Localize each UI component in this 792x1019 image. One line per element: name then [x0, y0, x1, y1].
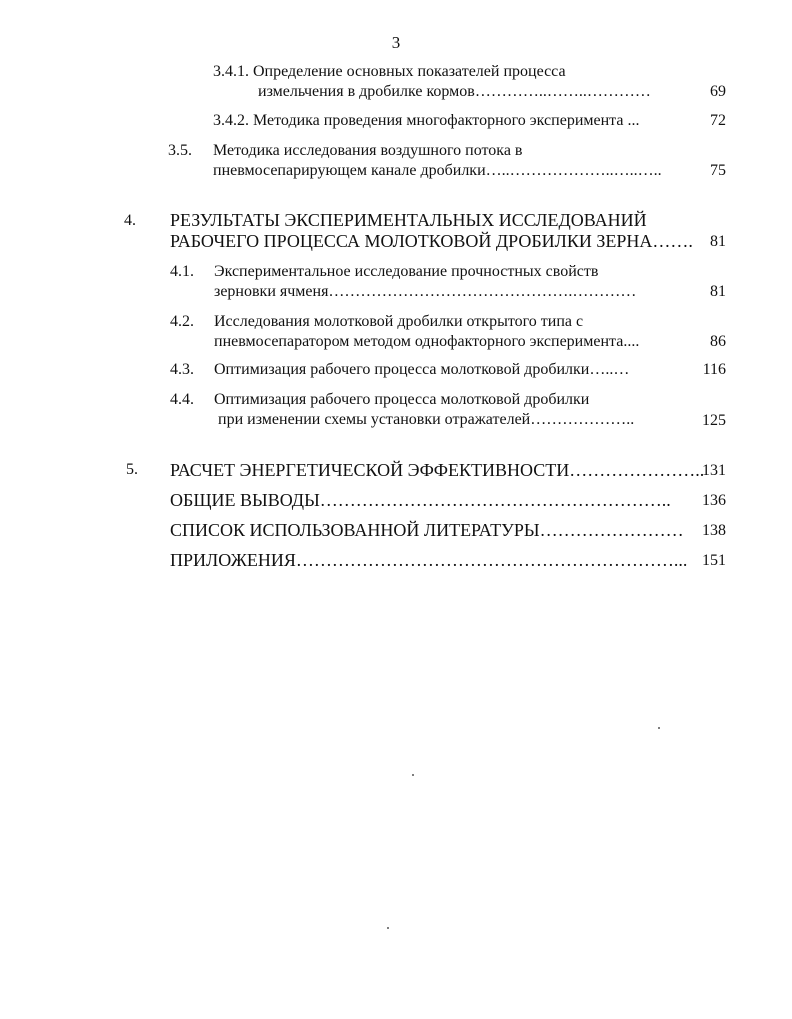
scan-speck: [658, 727, 660, 729]
toc-page-number: 75: [710, 162, 726, 179]
toc-entry-title: Исследования молотковой дробилки открытого типа с: [214, 313, 584, 330]
scan-speck: [412, 774, 414, 776]
toc-page-number: 86: [710, 333, 726, 350]
toc-page-number: 151: [702, 552, 726, 569]
toc-page-number: 69: [710, 83, 726, 100]
toc-page-number: 72: [710, 112, 726, 129]
toc-entry-number: 4.3.: [170, 361, 194, 378]
toc-entry-title: пневмосепарирующем канале дробилки…..………………..…..…..: [213, 162, 662, 179]
toc-entry-title: 3.4.1. Определение основных показателей процесса: [213, 63, 566, 80]
toc-chapter-title: РАСЧЕТ ЭНЕРГЕТИЧЕСКОЙ ЭФФЕКТИВНОСТИ…………………..: [170, 460, 705, 480]
toc-entry-title: Экспериментальное исследование прочностных свойств: [214, 263, 599, 280]
toc-page-number: 81: [710, 283, 726, 300]
scan-speck: [387, 927, 389, 929]
toc-entry-number: 4.4.: [170, 391, 194, 408]
toc-chapter-number: 5.: [126, 461, 138, 478]
toc-entry-title: измельчения в дробилке кормов…………..……..…………: [258, 83, 651, 100]
toc-chapter-title: ОБЩИЕ ВЫВОДЫ…………………………………………………..: [170, 490, 671, 510]
toc-chapter-number: 4.: [124, 212, 136, 229]
toc-chapter-title: СПИСОК ИСПОЛЬЗОВАННОЙ ЛИТЕРАТУРЫ……………………: [170, 520, 684, 540]
toc-entry-number: 3.5.: [168, 142, 192, 159]
toc-entry-title: зерновки ячменя……………………………………….…………: [214, 283, 637, 300]
toc-entry-title: 3.4.2. Методика проведения многофакторного эксперимента ...: [213, 112, 640, 129]
toc-page-number: 138: [702, 522, 726, 539]
toc-chapter-title: ПРИЛОЖЕНИЯ………………………………………………………...: [170, 550, 688, 570]
toc-entry-title: Методика исследования воздушного потока в: [213, 142, 523, 159]
toc-page-number: 125: [702, 412, 726, 429]
toc-entry-number: 4.2.: [170, 313, 194, 330]
toc-page-number: 81: [710, 233, 726, 250]
toc-entry-title: Оптимизация рабочего процесса молотковой дробилки: [214, 391, 590, 408]
toc-chapter-title: РАБОЧЕГО ПРОЦЕССА МОЛОТКОВОЙ ДРОБИЛКИ ЗЕРНА…….: [170, 231, 693, 251]
toc-page-number: 136: [702, 492, 726, 509]
page-number: 3: [391, 33, 401, 52]
toc-chapter-title: РЕЗУЛЬТАТЫ ЭКСПЕРИМЕНТАЛЬНЫХ ИССЛЕДОВАНИЙ: [170, 210, 647, 230]
toc-entry-title: при изменении схемы установки отражателей………………..: [218, 411, 635, 428]
toc-entry-title: пневмосепаратором методом однофакторного эксперимента....: [214, 333, 640, 350]
toc-entry-number: 4.1.: [170, 263, 194, 280]
toc-page-number: 116: [702, 361, 726, 378]
toc-page-number: 131: [702, 462, 726, 479]
toc-entry-title: Оптимизация рабочего процесса молотковой дробилки…..…: [214, 361, 630, 378]
